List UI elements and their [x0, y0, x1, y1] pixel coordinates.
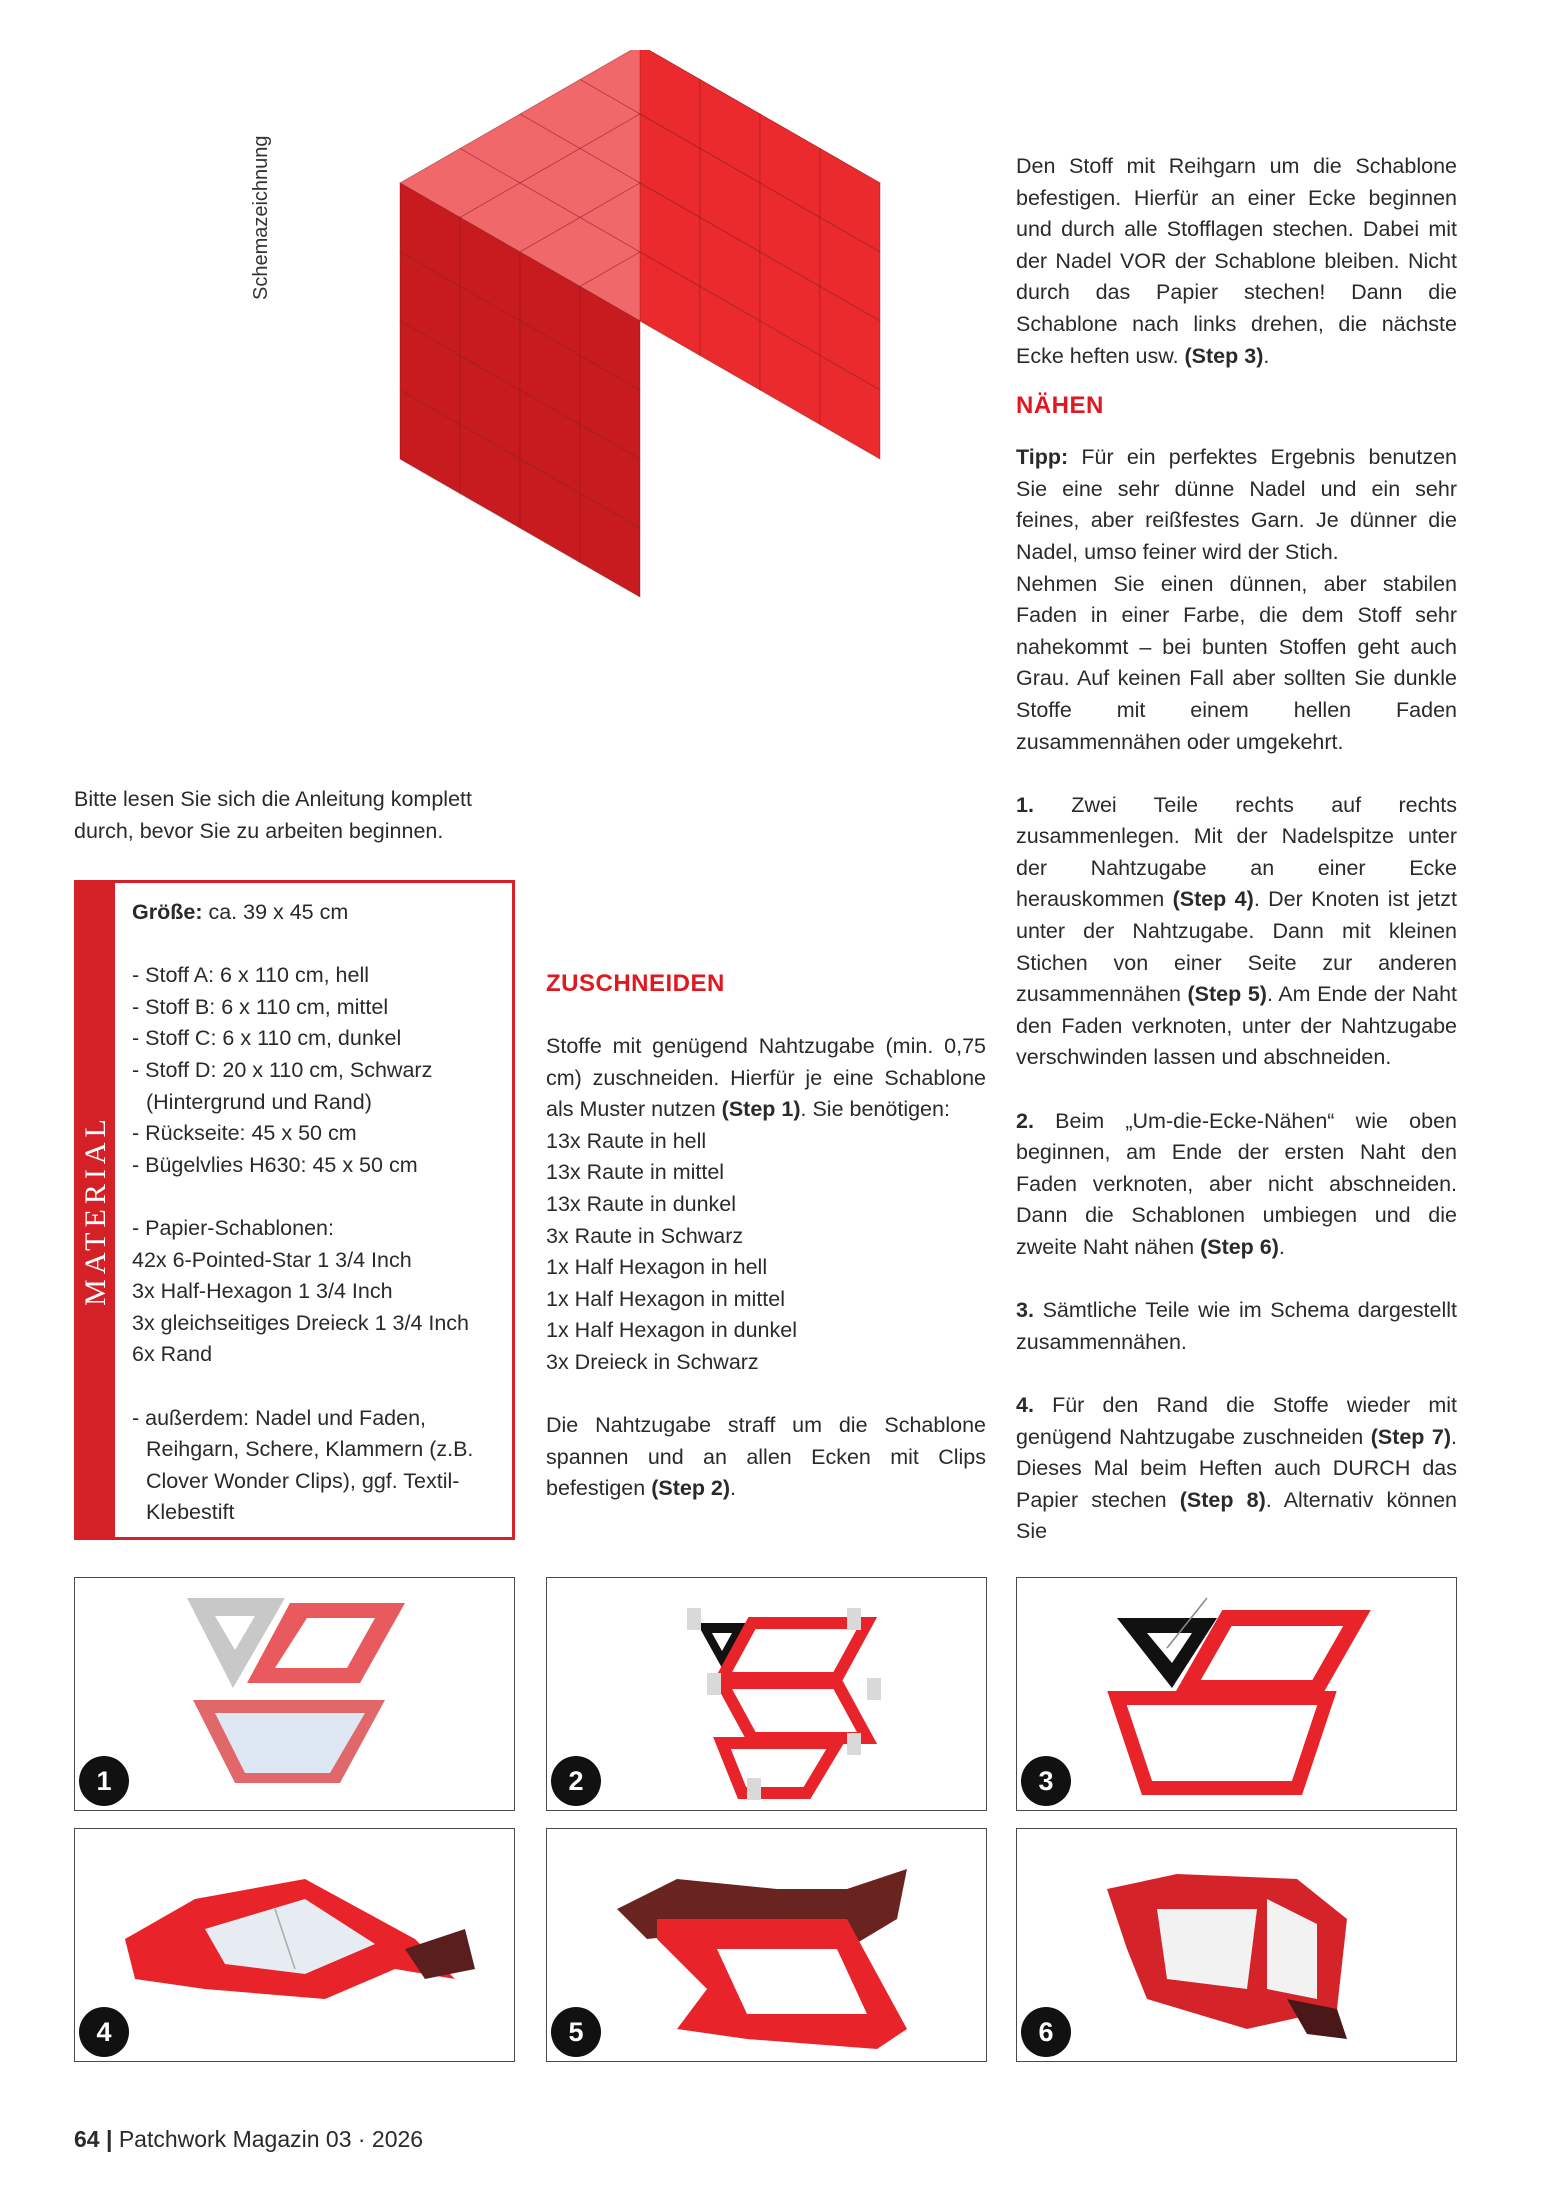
template-item: 3x Half-Hexagon 1 3/4 Inch [132, 1279, 393, 1304]
corner-sewing-illustration [1017, 1829, 1457, 2062]
fabric-list [132, 960, 502, 1181]
material-tab [77, 883, 115, 1537]
fabric-item: - Stoff C: 6 x 110 cm, dunkel [132, 1026, 402, 1051]
magazine-issue: 03 · 2026 [325, 2126, 424, 2152]
template-item: 42x 6-Pointed-Star 1 3/4 Inch [132, 1247, 412, 1272]
step-photo-6 [1016, 1828, 1457, 2062]
extras-item: Clover Wonder Clips), ggf. Textil- [146, 1468, 460, 1493]
right-column [1016, 151, 1457, 1548]
template-list [132, 1213, 502, 1371]
sewing-seam-illustration [547, 1829, 987, 2062]
step-photo-4 [74, 1828, 515, 2062]
magazine-name: Patchwork Magazin [118, 2126, 320, 2152]
cutting-list-item: 13x Raute in dunkel [546, 1191, 737, 1216]
step-photo-2 [546, 1577, 987, 1811]
fabric-item: - Stoff B: 6 x 110 cm, mittel [132, 994, 389, 1019]
extras-list [132, 1403, 502, 1529]
cutting-list-item: 13x Raute in mittel [546, 1160, 725, 1185]
step-4-text: 4. Für den Rand die Stoffe wieder mit genügend Nahtzugabe zuschneiden (Step 7). Dieses Mal beim Heften auch DURCH das Papier stechen (Step 8). Alternativ können Sie [1016, 1392, 1457, 1544]
templates-illustration [75, 1578, 515, 1811]
schema-caption: Schemazeichnung [250, 135, 272, 300]
step-badge: 2 [551, 1756, 601, 1806]
cutting-list-item: 13x Raute in hell [546, 1128, 707, 1153]
material-box [74, 880, 515, 1540]
fabric-item: - Stoff D: 20 x 110 cm, Schwarz [132, 1057, 433, 1082]
cube-illustration [400, 50, 880, 597]
page-footer [74, 2126, 423, 2153]
cutting-list-item: 1x Half Hexagon in hell [546, 1255, 768, 1280]
step-badge: 5 [551, 2007, 601, 2057]
template-item: - Papier-Schablonen: [132, 1215, 334, 1240]
step-photo-3 [1016, 1577, 1457, 1811]
extras-item: - außerdem: Nadel und Faden, [132, 1405, 426, 1430]
step-badge: 4 [79, 2007, 129, 2057]
material-tab-label: MATERIAL [79, 1114, 112, 1306]
cutting-list-item: 1x Half Hexagon in dunkel [546, 1318, 797, 1343]
cutting-list-item: 1x Half Hexagon in mittel [546, 1286, 785, 1311]
cutting-list-item: 3x Raute in Schwarz [546, 1223, 744, 1248]
basted-templates-illustration [1017, 1578, 1457, 1811]
fabric-item: - Bügelvlies H630: 45 x 50 cm [132, 1152, 418, 1177]
material-content [132, 897, 502, 1529]
fabric-item: - Stoff A: 6 x 110 cm, hell [132, 963, 370, 988]
cutting-section [546, 970, 986, 1505]
cutting-list-item: 3x Dreieck in Schwarz [546, 1349, 759, 1374]
baste-instruction: Den Stoff mit Reihgarn um die Schablone befestigen. Hierfür an einer Ecke beginnen und durch alle Stofflagen stechen. Dabei mit der Nadel VOR der Schablone bleiben. Nicht durch das Papier stechen! Dann die Schablone nach links drehen, die nächste Ecke heften usw. (Step 3). [1016, 154, 1457, 368]
step-2-text: 2. Beim „Um-die-Ecke-Nähen“ wie oben beginnen, am Ende der ersten Naht den Faden verknoten, aber nicht abschneiden. Dann die Schablonen umbiegen und die zweite Naht nähen (Step 6). [1016, 1108, 1457, 1259]
clip-instruction: Die Nahtzugabe straff um die Schablone spannen und an allen Ecken mit Clips befestigen (Step 2). [546, 1413, 986, 1501]
template-item: 3x gleichseitiges Dreieck 1 3/4 Inch [132, 1310, 470, 1335]
template-item: 6x Rand [132, 1342, 213, 1367]
cutting-list [546, 1126, 986, 1379]
extras-item: Klebestift [146, 1500, 235, 1525]
step-photo-5 [546, 1828, 987, 2062]
clipped-templates-illustration [547, 1578, 987, 1811]
tip-text: Tipp: Für ein perfektes Ergebnis benutzen Sie eine sehr dünne Nadel und ein sehr feines, aber reißfestes Garn. Je dünner die Nadel, umso feiner wird der Stich. [1016, 445, 1457, 564]
fabric-item: - Rückseite: 45 x 50 cm [132, 1121, 357, 1146]
step-1-text: 1. Zwei Teile rechts auf rechts zusammenlegen. Mit der Nadelspitze unter der Nahtzugabe an einer Ecke herauskommen (Step 4). Der Knoten ist jetzt unter der Nahtzugabe. Dann mit kleinen Stichen von einer Seite zur anderen zusammennähen (Step 5). Am Ende der Naht den Faden verknoten, unter der Nahtzugabe verschwinden lassen und abschneiden. [1016, 792, 1458, 1070]
page-number: 64 [74, 2126, 100, 2152]
fabric-item: (Hintergrund und Rand) [146, 1089, 372, 1114]
step-3-text: 3. Sämtliche Teile wie im Schema dargestellt zusammennähen. [1016, 1298, 1457, 1354]
sewing-start-illustration [75, 1829, 515, 2062]
footer-separator: | [105, 2126, 113, 2152]
step-photo-1 [74, 1577, 515, 1811]
thread-text: Nehmen Sie einen dünnen, aber stabilen Faden in einer Farbe, die dem Stoff sehr nahekommt – bei bunten Stoffen geht auch Grau. Auf keinen Fall aber sollten Sie dunkle Stoffe mit einem hellen Faden zusammennähen oder umgekehrt. [1016, 571, 1457, 754]
cutting-heading: ZUSCHNEIDEN [546, 970, 725, 997]
intro-text: Bitte lesen Sie sich die Anleitung komplett durch, bevor Sie zu arbeiten beginnen. [74, 787, 472, 843]
cutting-intro: Stoffe mit genügend Nahtzugabe (min. 0,75 cm) zuschneiden. Hierfür je eine Schablone als Muster nutzen (Step 1). Sie benötigen: [546, 1034, 986, 1122]
sewing-heading: NÄHEN [1016, 392, 1104, 420]
step-badge: 6 [1021, 2007, 1071, 2057]
step-badge: 1 [79, 1756, 129, 1806]
size-line: Größe: ca. 39 x 45 cm [132, 900, 349, 924]
extras-item: Reihgarn, Schere, Klammern (z.B. [146, 1437, 474, 1462]
schema-drawing [290, 50, 990, 850]
step-badge: 3 [1021, 1756, 1071, 1806]
